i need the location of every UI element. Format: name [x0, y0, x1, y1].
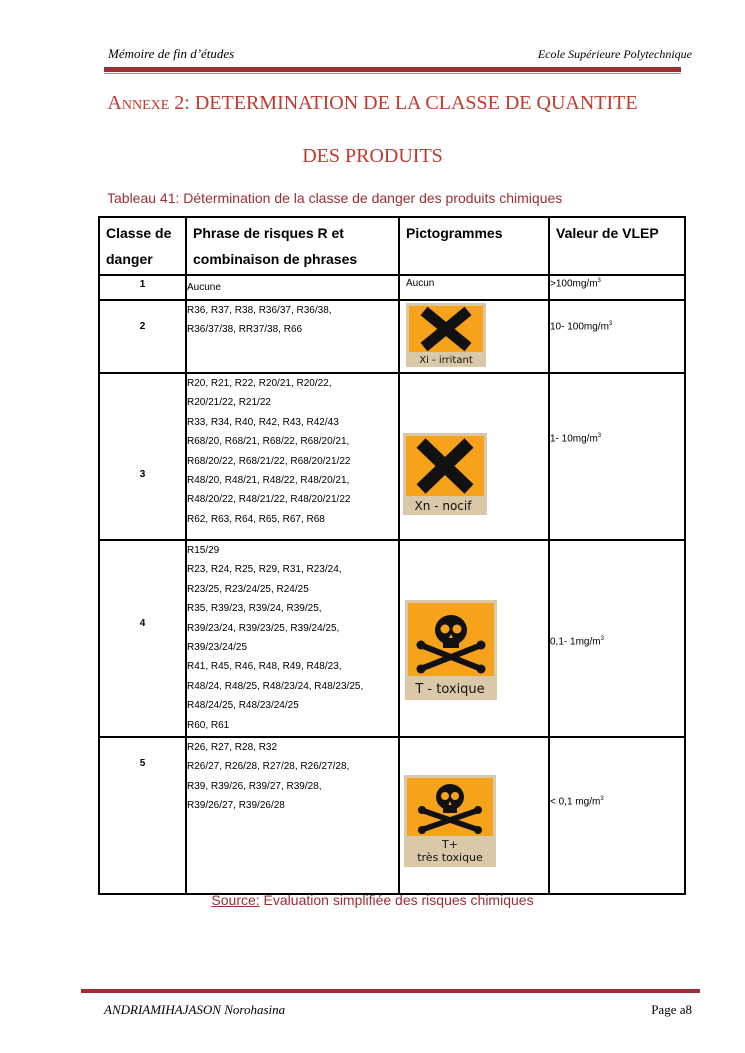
source-text: Evaluation simplifiée des risques chimiques: [259, 892, 534, 908]
phrase-line: R26, R27, R28, R32: [187, 742, 278, 753]
valeur-sup: 3: [608, 321, 613, 327]
phrase-line: R15/29: [187, 545, 220, 556]
header-left: Mémoire de fin d’études: [108, 46, 235, 61]
table-row: [99, 540, 685, 737]
phrase-line: R33, R34, R40, R42, R43, R42/43: [187, 416, 339, 428]
t-plus-tres-toxique-icon: [404, 775, 496, 867]
pictogram-label: Xn - nocif: [414, 499, 472, 513]
xi-irritant-icon: [406, 303, 486, 367]
phrase-line: R48/24/25, R48/23/24/25: [187, 700, 299, 712]
classe-cell: 4: [99, 540, 186, 737]
pictogram-cell: [399, 540, 549, 737]
header-classe: Classe de danger: [99, 217, 186, 275]
table-caption: Tableau 41: Détermination de la classe de danger des produits chimiques: [107, 190, 563, 206]
classe-cell: 1: [99, 275, 186, 300]
valeur-cell: [549, 737, 685, 894]
pictogram-label-line1: T+: [442, 838, 458, 851]
table-row: [99, 737, 685, 894]
valeur-sup: 3: [597, 278, 601, 284]
phrase-line: R36/37/38, RR37/38, R66: [187, 324, 303, 336]
valeur-sup: 3: [600, 636, 604, 642]
valeur-cell: [549, 275, 685, 300]
valeur-text: < 0,1 mg/m: [550, 796, 601, 808]
pictogram-cell: [399, 737, 549, 894]
danger-class-table: [98, 216, 686, 895]
footer-rule: [81, 989, 700, 993]
header-pictogrammes: Pictogrammes: [399, 217, 549, 275]
page-title-line2: DES PRODUITS: [302, 145, 443, 167]
pictogram-cell: Aucun: [399, 275, 549, 300]
phrase-line: Aucune: [187, 282, 221, 293]
phrase-line: R36, R37, R38, R36/37, R36/38,: [187, 305, 332, 316]
phrase-line: R26/27, R26/28, R27/28, R26/27/28,: [187, 761, 350, 773]
phrase-line: R62, R63, R64, R65, R67, R68: [187, 513, 325, 525]
table-header-row: [99, 217, 685, 275]
table-row: [99, 373, 685, 540]
pictogram-label: Xi - irritant: [419, 355, 473, 366]
phrase-line: R20, R21, R22, R20/21, R20/22,: [187, 378, 332, 389]
valeur-cell: [549, 300, 685, 373]
phrase-line: R39/23/24, R39/23/25, R39/24/25,: [187, 622, 340, 634]
pictogram-cell: [399, 373, 549, 540]
phrase-cell: [186, 373, 399, 540]
valeur-text: 1- 10mg/m: [550, 433, 598, 445]
table-row: [99, 300, 685, 373]
valeur-text: 0,1- 1mg/m: [550, 636, 601, 648]
phrase-line: R23/25, R23/24/25, R24/25: [187, 583, 309, 595]
classe-cell: 2: [99, 300, 186, 373]
phrase-line: R39, R39/26, R39/27, R39/28,: [187, 780, 322, 792]
phrase-line: R41, R45, R46, R48, R49, R48/23,: [187, 661, 342, 673]
valeur-text: 10- 100mg/m: [550, 321, 609, 333]
phrase-line: R48/20, R48/21, R48/22, R48/20/21,: [187, 475, 350, 487]
header-rule-thin: [104, 73, 681, 74]
page-title: [0, 92, 745, 115]
phrase-line: R48/20/22, R48/21/22, R48/20/21/22: [187, 494, 351, 506]
phrase-line: R39/23/24/25: [187, 642, 248, 654]
phrase-line: R48/24, R48/25, R48/23/24, R48/23/25,: [187, 680, 364, 692]
t-toxique-icon: [405, 600, 497, 700]
table-row: [99, 275, 685, 300]
title-prefix: Annexe 2: [107, 92, 185, 114]
valeur-cell: [549, 373, 685, 540]
phrase-line: R39/26/27, R39/26/28: [187, 800, 285, 812]
valeur-sup: 3: [600, 796, 604, 802]
header-valeur: Valeur de VLEP: [549, 217, 685, 275]
phrase-line: R35, R39/23, R39/24, R39/25,: [187, 603, 322, 615]
phrase-cell: [186, 300, 399, 373]
phrase-line: R60, R61: [187, 719, 230, 731]
phrase-line: R68/20/22, R68/21/22, R68/20/21/22: [187, 455, 351, 467]
valeur-text: >100mg/m: [550, 278, 598, 290]
phrase-line: R20/21/22, R21/22: [187, 397, 271, 409]
table-source: [0, 892, 745, 908]
header-right: Ecole Supérieure Polytechnique: [537, 47, 692, 61]
footer-page-number: Page a8: [651, 1002, 692, 1017]
classe-cell: 3: [99, 373, 186, 540]
footer-author: ANDRIAMIHAJASON Norohasina: [104, 1002, 286, 1017]
pictogram-label-line2: très toxique: [417, 851, 483, 864]
header-rule: [104, 67, 681, 72]
phrase-cell: [186, 275, 399, 300]
pictogram-cell: [399, 300, 549, 373]
phrase-cell: [186, 737, 399, 894]
valeur-sup: 3: [597, 433, 602, 439]
pictogram-label: T - toxique: [415, 682, 485, 697]
phrase-line: R23, R24, R25, R29, R31, R23/24,: [187, 564, 342, 576]
valeur-cell: [549, 540, 685, 737]
classe-cell: 5: [99, 737, 186, 894]
phrase-line: R68/20, R68/21, R68/22, R68/20/21,: [187, 436, 350, 448]
title-rest: : DETERMINATION DE LA CLASSE DE QUANTITE: [184, 92, 638, 114]
phrase-cell: [186, 540, 399, 737]
xn-nocif-icon: [403, 433, 487, 515]
source-label: Source:: [211, 892, 260, 908]
header-phrase: Phrase de risques R et combinaison de phrases: [186, 217, 399, 275]
